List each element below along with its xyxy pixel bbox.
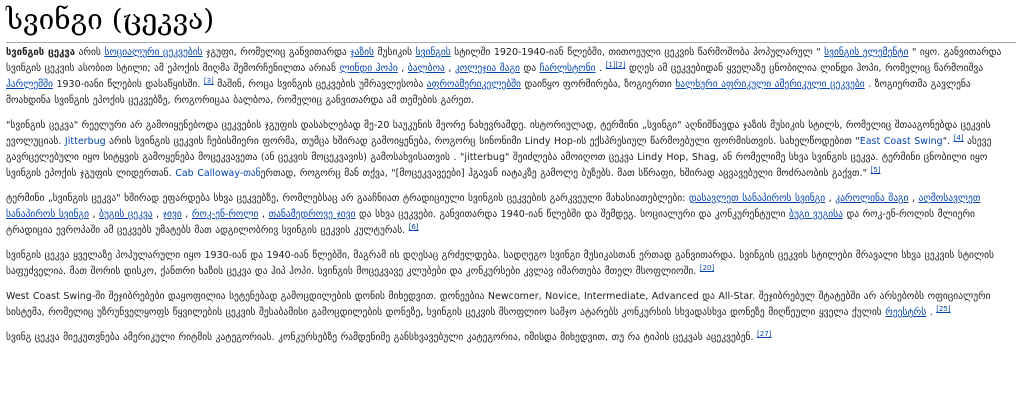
citation-link-1[interactable]: [1] bbox=[605, 60, 616, 69]
text: . bbox=[926, 307, 937, 318]
link-charleston[interactable]: ჩარლსტონი bbox=[539, 63, 596, 74]
text: სვინგ ცეკვა მიეკუთვნება ამერიკული რიტმის კატეგორიას. კონკურსებზე რამდენიმე განსხვავებული კატეგორია, იმისდა მიხედვით, თუ რა ტიპის ცეკვას აცეკვებენ. bbox=[6, 332, 758, 343]
text: . bbox=[595, 63, 606, 74]
link-jive[interactable]: ჯივი bbox=[162, 209, 182, 220]
citation bbox=[700, 264, 714, 272]
text: მუსიკის bbox=[374, 47, 416, 58]
text: , bbox=[825, 193, 836, 204]
text: ერთად, როგორც მან თქვა, "[მოცეკვავეები] ჰგავან იატაკზე გამოლე ბუზებს. მათ სწრაფი, ხშირად აცვავებული მოძრაობის გაქვთ." bbox=[260, 168, 871, 179]
citation bbox=[954, 134, 964, 142]
text: დღეს ამ ცეკვებიდან ყველაზე ცნობილია ლინდი ჰოპი, რომელიც წარმოიშვა bbox=[625, 63, 984, 74]
link-registry[interactable]: რეესტრს bbox=[885, 307, 927, 318]
link-lindy-hop[interactable]: ლინდი ჰოპი bbox=[339, 63, 398, 74]
citation bbox=[936, 305, 950, 313]
link-modern-jive[interactable]: თანამედროვე ჯივი bbox=[268, 209, 356, 220]
text: სტილში 1920-1940-იან წლებში, თითოეული ცეკვის წარმოშობა პოპულარულ " bbox=[450, 47, 825, 58]
text: 1930-იანი წლების დასაწყისში. bbox=[52, 79, 204, 90]
article-body bbox=[6, 45, 1016, 355]
citation-link-3[interactable]: [3] bbox=[203, 76, 214, 85]
text: სვინგის ცეკვა ყველაზე პოპულარული იყო 1930-იან და 1940-იან წლებში, მაგრამ ის დღესაც გრძელდება. სადღეგო სვინგი მუსიკასთან ერთად განვითარდა. სვინგის ცეკვის სტილები მრავალი სხვა ცეკვის სტილის საფუძველია. მათ შორის დისკო, ქანთრი ხაზის ცეკვა და ჰიპ ჰოპი. სვინგის მოცეკვავე კლუბები და კონკურსები კვლავ იმართება მთელ მსოფლიოში. bbox=[6, 250, 994, 277]
paragraph-related-dances bbox=[6, 191, 1016, 239]
link-carolina-shag[interactable]: კაროლინა შაგი bbox=[835, 193, 909, 204]
text: , bbox=[444, 63, 455, 74]
page-title: სვინგი (ცეკვა) bbox=[6, 0, 1016, 43]
link-harlem[interactable]: ჰარლემში bbox=[6, 79, 53, 90]
link-collegiate-shag[interactable]: კოლეჯია შაგი bbox=[454, 63, 520, 74]
link-swing-element[interactable]: სვინგის ელემენტი bbox=[824, 47, 909, 58]
text: , bbox=[181, 209, 192, 220]
paragraph-terminology bbox=[6, 118, 1016, 182]
text: " იყო. განვითარდა სვინგის ცეკვის ასობით სტილი; ამ ეპოქის მიღმა შემორჩენილთა არიან bbox=[6, 47, 1002, 74]
link-jitterbug[interactable]: Jitterbug bbox=[64, 136, 106, 147]
link-cab-calloway[interactable]: Cab Calloway-თან bbox=[175, 168, 261, 179]
link-african-americans[interactable]: აფროამერიკელებში bbox=[426, 79, 521, 90]
text: , bbox=[88, 209, 100, 220]
link-east-coast-swing[interactable]: East Coast Swing bbox=[859, 136, 943, 147]
citation-link-5[interactable]: [5] bbox=[870, 165, 881, 174]
citation-link-27[interactable]: [27] bbox=[757, 329, 772, 338]
text: და bbox=[519, 63, 540, 74]
text: დაიწყო ფორმირება, ზოგიერთი bbox=[520, 79, 676, 90]
link-rock-n-roll[interactable]: როკ-ენ-როლი bbox=[191, 209, 259, 220]
text: , bbox=[397, 63, 408, 74]
text: ტერმინი „სვინგის ცეკვა" ხშირად ეფარდება სხვა ცეკვებზე, რომლებსაც არ გააჩნიათ ტრადიციული სვინგის ცეკვების გარკვეული მახასიათებლები: bbox=[6, 193, 689, 204]
link-boogie-dance[interactable]: ბუგის ცეკვა bbox=[99, 209, 153, 220]
paragraph-categories bbox=[6, 330, 1016, 346]
link-boogie-woogie[interactable]: ბუგი ვუგისა bbox=[789, 209, 843, 220]
text: არის bbox=[75, 47, 105, 58]
paragraph-competitions bbox=[6, 289, 1016, 321]
text: და სხვა ცეკვები. განვითარდა 1940-იან წლებში და შემდეგ. სოციალური და კონკურენტული bbox=[355, 209, 790, 220]
text: და როკ-ენ-როლის მლიერი ტრადიცია ევროპაში ამ ცეკვებს უმატებს მათ ადგილობრივ სვინგის ცეკვის კულტურას. bbox=[6, 209, 975, 236]
citation-link-20[interactable]: [20] bbox=[699, 263, 715, 272]
text: არის სვინგის ცეკვის ჩებისმიერი ფორმა, თუმცა ხშირად გამოიყენება, როგორც სინონიმი Lindy Hop-ის ექსპრესიულ წარმოებული ფორმისთვის. სახელწოდებით " bbox=[105, 136, 860, 147]
text: "სვინგის ცეკვა" რეელური არ გამოიყენებოდა ცეკვების ჯგუფის დასახლებად მე-20 საუკუნის მეორე ნახევრამდე. ისტორიულად, ტერმინი „სვინგი" აღნიშნავდა ჯაზის მუსიკის სტილს, რომელიც შთააგონებდა ცეკვის ევოლუციას. bbox=[6, 120, 991, 147]
text: ". bbox=[942, 136, 954, 147]
citation-link-2[interactable]: [2] bbox=[615, 60, 626, 69]
citation-link-6[interactable]: [6] bbox=[408, 222, 419, 231]
bold-term: სვინგის ცეკვა bbox=[6, 47, 76, 58]
text: West Coast Swing-ში შეჯიბრებები დაყოფილია სეტენებად გამოცდილების დონის მიხედვით. დონეებია Newcomer, Novice, Intermediate, Advanced და All-Star. შეჯიბრებულ შტატებში არ არსებობს ოფიციალური სისტემა, რომელიც უზრუნველყოფს წყვილების ცეკვის შესაბამისი გამოცდილების დონეზე, სვინგის ცეკვის მსოფლიო სამჯო ატარებს კონკურსის სხვადასხვა დონეზე მიღწეული ყველა ქულის bbox=[6, 291, 991, 318]
link-east-coast-swing-2[interactable]: აღმოსავლეთ სანაპიროს სვინგი bbox=[6, 193, 981, 220]
link-jazz[interactable]: ჯაზის bbox=[350, 47, 375, 58]
citation-link-4[interactable]: [4] bbox=[953, 133, 964, 142]
citation bbox=[757, 330, 771, 338]
link-west-coast-swing[interactable]: დასავლეთ სანაპიროს სვინგი bbox=[688, 193, 826, 204]
paragraph-popularity bbox=[6, 248, 1016, 280]
text: , bbox=[152, 209, 163, 220]
link-social-dances[interactable]: სოციალური ცეკვების bbox=[104, 47, 203, 58]
citation bbox=[871, 166, 881, 174]
text: . ზოგიერთმა გავლენა მოახდინა სვინგის ეპოქის ცეკვებზე, როგორიცაა ბალბოა, რომელიც განვითარდა ამ თემების გარეთ. bbox=[6, 79, 971, 106]
text: , bbox=[258, 209, 269, 220]
text: ჯგუფი, რომელიც განვითარდა bbox=[202, 47, 351, 58]
paragraph-intro bbox=[6, 45, 1016, 109]
citation bbox=[606, 61, 626, 69]
citation-link-25[interactable]: [25] bbox=[936, 304, 951, 313]
link-swing-music[interactable]: სვინგის bbox=[415, 47, 451, 58]
link-african-american-vernacular-dance[interactable]: ხალხური აფრიკული ამერიკული ცეკვები bbox=[675, 79, 865, 90]
citation bbox=[204, 77, 214, 85]
text: ასევე გავრცელებული იყო სიტყვის გამოყენება მოცეკვავეთა (ან ცეკვის მოცეკვავის) გამოსახვისათვის . "jitterbug" შეიძლება ამოიღოთ ცეკვა Lindy Hop, Shag, ან რომელიმე სხვა სვინგის ცეკვა. ტერმინი ცნობილი იყო სვინგის ეპოქის ჯგუფის ლიდერთან. bbox=[6, 136, 992, 179]
link-balboa[interactable]: ბალბოა bbox=[407, 63, 445, 74]
citation bbox=[409, 223, 419, 231]
text: მაშინ, როცა სვინგის ცეკვების უმრავლესობა bbox=[213, 79, 427, 90]
text: , bbox=[908, 193, 919, 204]
